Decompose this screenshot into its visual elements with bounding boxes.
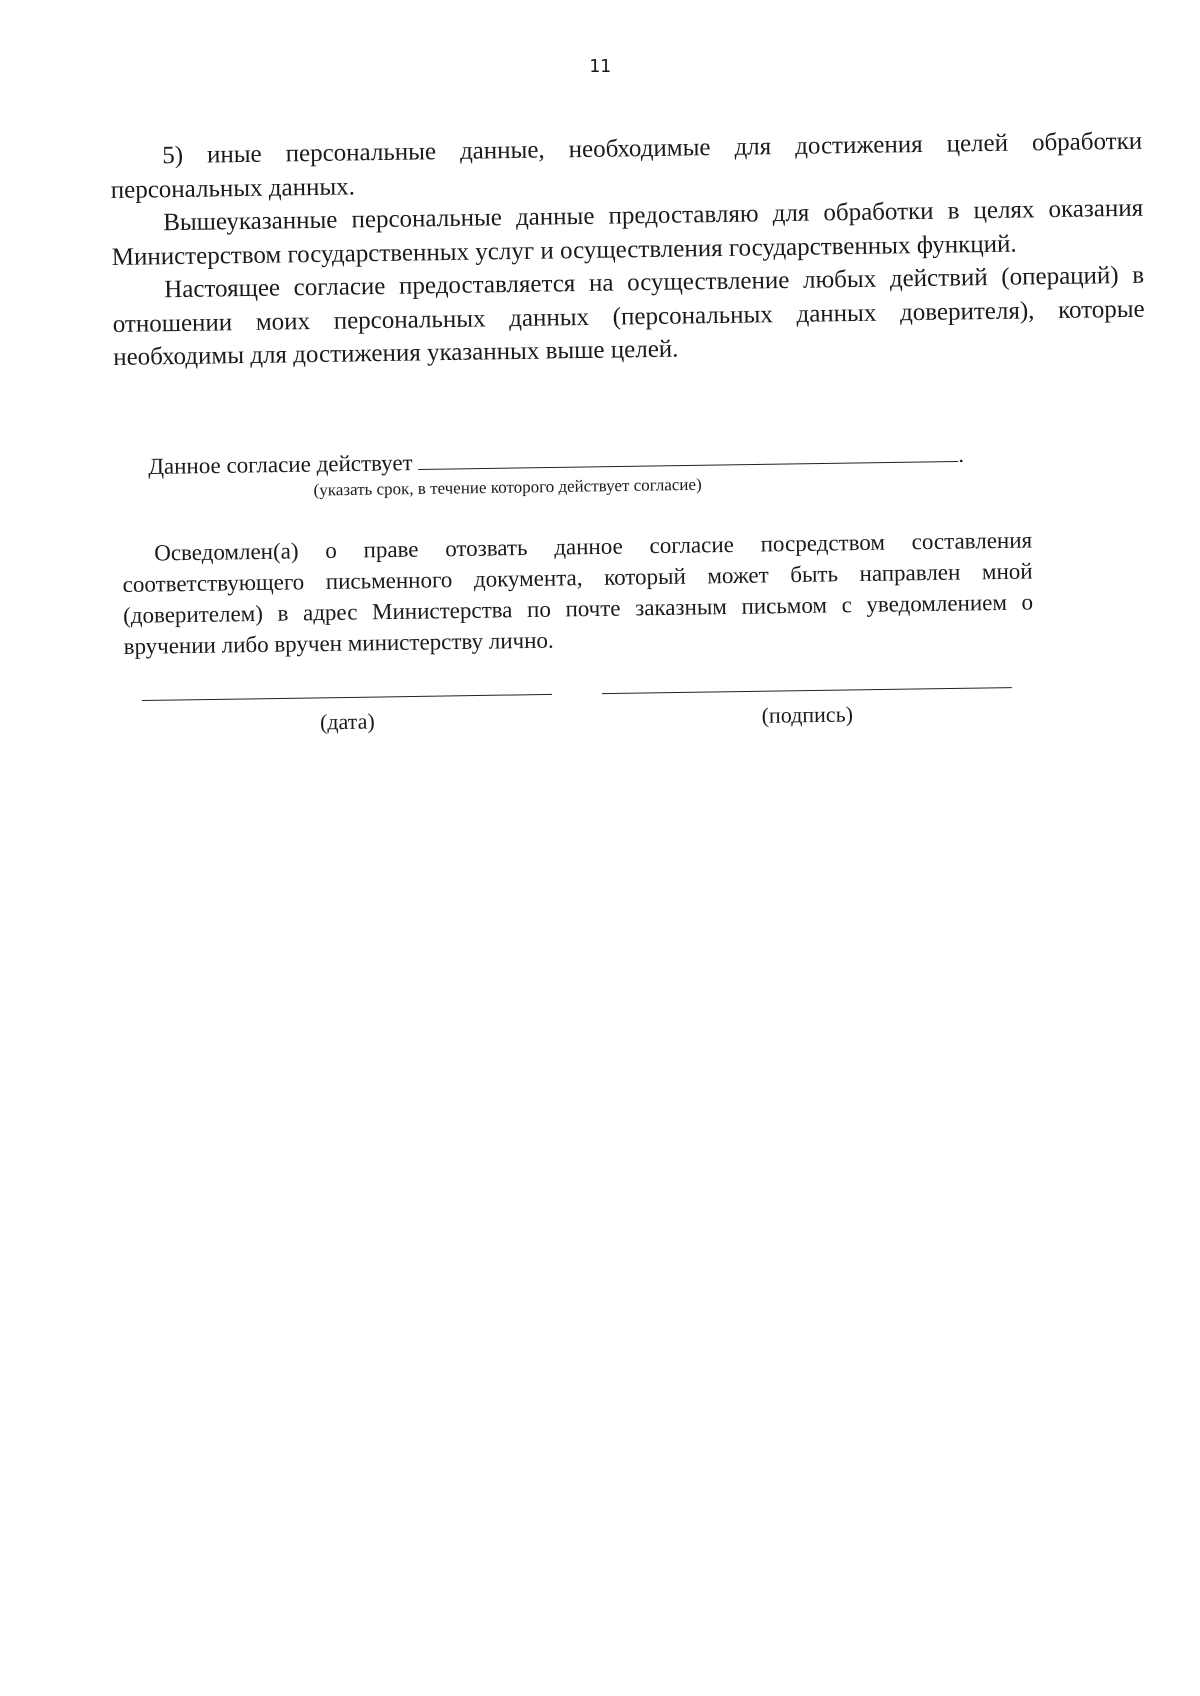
validity-section: [148, 439, 1029, 504]
signature-field[interactable]: [602, 687, 1012, 694]
paragraph-scope: Настоящее согласие предоставляется на осуществление любых действий (операций) в отношении моих персональных данных (персональных данных доверителя), которые необходимы для достижения указанных выше целей.: [112, 261, 1145, 371]
signature-caption: (подпись): [761, 701, 854, 728]
page-number: 11: [589, 56, 611, 77]
revocation-section: [122, 525, 1034, 662]
paragraph-purpose: Вышеуказанные персональные данные предоставляю для обработки в целях оказания Министерством государственных услуг и осуществления государственных функций.: [111, 194, 1144, 271]
date-field[interactable]: [142, 694, 552, 701]
paragraph-other-data: 5) иные персональные данные, необходимые для достижения целей обработки персональных данных.: [110, 127, 1143, 204]
date-caption: (дата): [319, 708, 375, 735]
signature-row: [142, 687, 1023, 760]
validity-end-mark: .: [958, 441, 965, 467]
consent-body: [110, 125, 1145, 375]
validity-hint: (указать срок, в течение которого действует согласие): [313, 474, 702, 500]
validity-term-field[interactable]: [418, 441, 958, 470]
paragraph-revocation: Осведомлен(а) о праве отозвать данное согласие посредством составления соответствующего письменного документа, который может быть направлен мной (доверителем) в адрес Министерства по почте заказным письмом с уведомлением о вручении либо вручен министерству лично.: [122, 527, 1034, 659]
validity-label: Данное согласие действует: [148, 450, 413, 479]
